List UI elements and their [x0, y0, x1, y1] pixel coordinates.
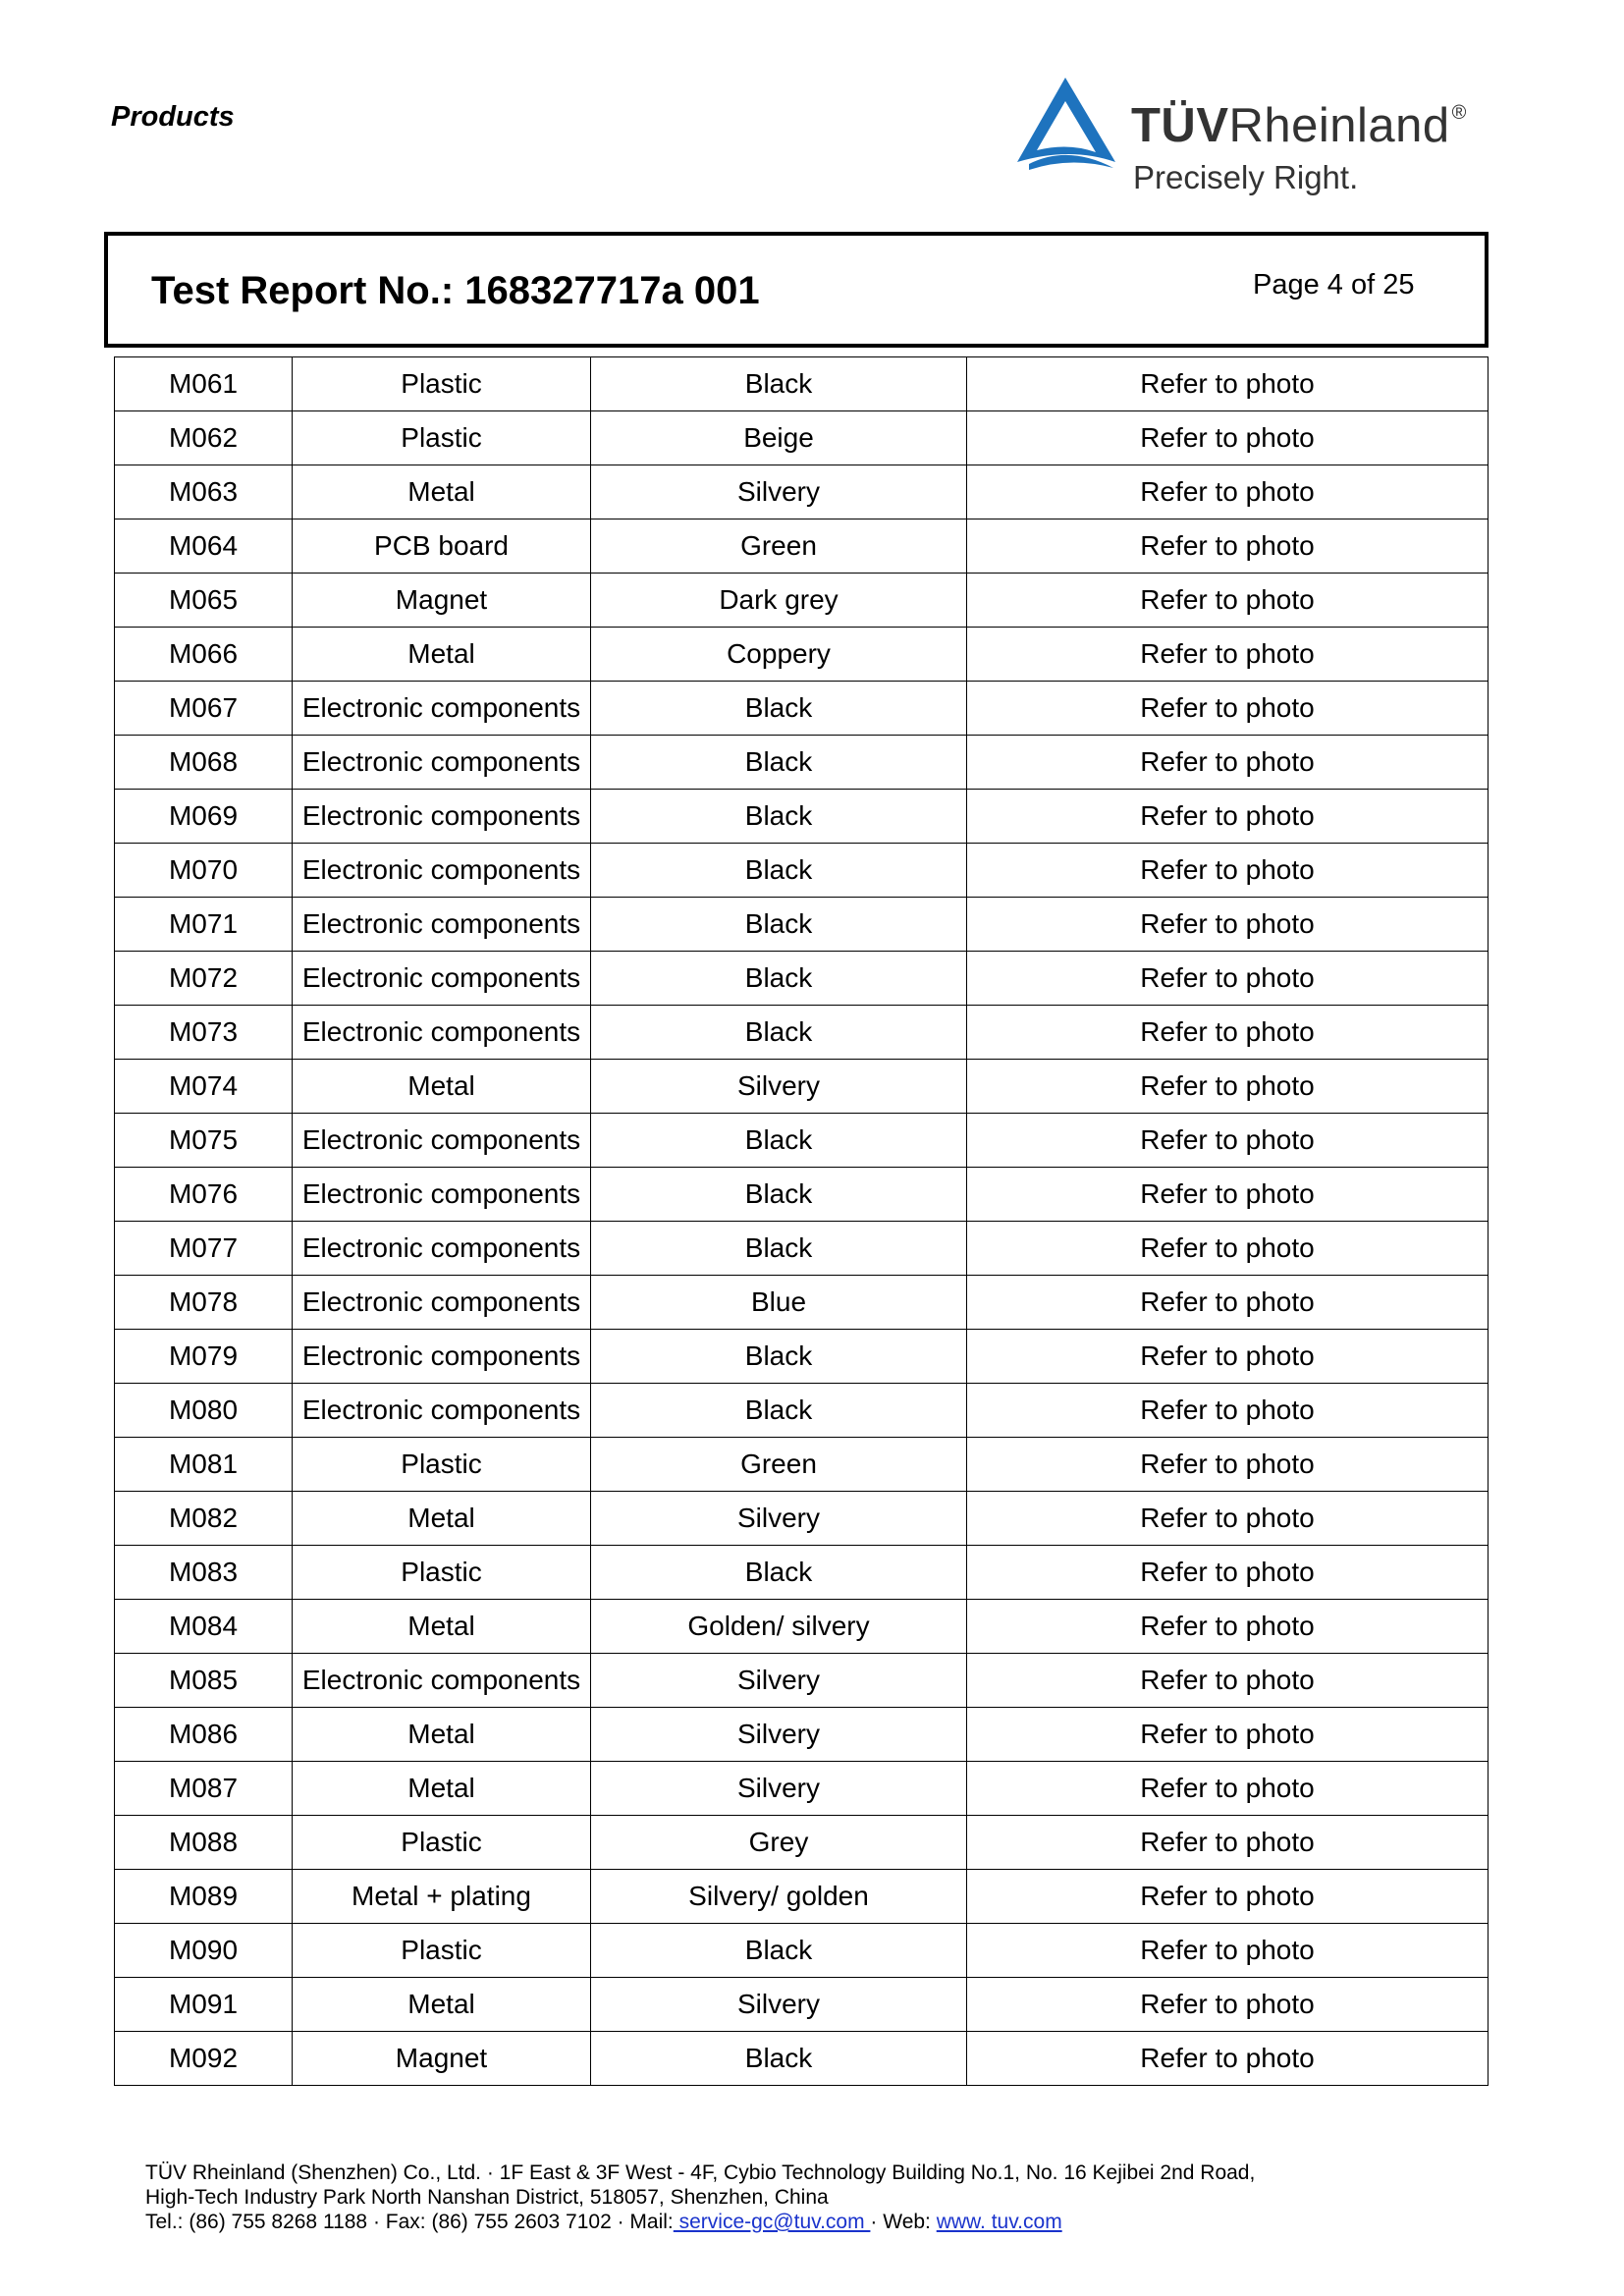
table-row: [115, 736, 1489, 790]
item-code-cell: M075: [115, 1114, 293, 1168]
item-code-cell: M072: [115, 952, 293, 1006]
item-code-cell: M085: [115, 1654, 293, 1708]
item-code-cell: M065: [115, 574, 293, 628]
table-row: [115, 844, 1489, 898]
material-cell: Electronic components: [293, 1222, 591, 1276]
footer-tel-fax: Tel.: (86) 755 8268 1188 · Fax: (86) 755 2603 7102 · Mail:: [145, 2211, 674, 2233]
item-code-cell: M063: [115, 465, 293, 519]
item-code-cell: M074: [115, 1060, 293, 1114]
remark-cell: Refer to photo: [967, 790, 1489, 844]
color-cell: Black: [591, 736, 967, 790]
material-cell: Plastic: [293, 411, 591, 465]
color-cell: Black: [591, 2032, 967, 2086]
color-cell: Black: [591, 1114, 967, 1168]
table-row: [115, 574, 1489, 628]
material-cell: Metal: [293, 628, 591, 682]
table-row: [115, 1600, 1489, 1654]
item-code-cell: M071: [115, 898, 293, 952]
table-row: [115, 465, 1489, 519]
material-cell: Electronic components: [293, 1168, 591, 1222]
remark-cell: Refer to photo: [967, 1924, 1489, 1978]
table-row: [115, 519, 1489, 574]
table-row: [115, 1924, 1489, 1978]
item-code-cell: M066: [115, 628, 293, 682]
color-cell: Golden/ silvery: [591, 1600, 967, 1654]
remark-cell: Refer to photo: [967, 1168, 1489, 1222]
remark-cell: Refer to photo: [967, 411, 1489, 465]
remark-cell: Refer to photo: [967, 519, 1489, 574]
color-cell: Silvery: [591, 1978, 967, 2032]
remark-cell: Refer to photo: [967, 1438, 1489, 1492]
color-cell: Black: [591, 952, 967, 1006]
material-cell: Electronic components: [293, 1384, 591, 1438]
material-cell: PCB board: [293, 519, 591, 574]
remark-cell: Refer to photo: [967, 1546, 1489, 1600]
tuv-logo: [1011, 69, 1502, 201]
remark-cell: Refer to photo: [967, 1114, 1489, 1168]
material-cell: Plastic: [293, 1438, 591, 1492]
item-code-cell: M070: [115, 844, 293, 898]
footer: [145, 2160, 1255, 2234]
remark-cell: Refer to photo: [967, 1006, 1489, 1060]
table-row: [115, 1276, 1489, 1330]
material-cell: Electronic components: [293, 1276, 591, 1330]
table-row: [115, 1546, 1489, 1600]
web-label: · Web:: [870, 2211, 937, 2233]
color-cell: Black: [591, 898, 967, 952]
report-header-box: [104, 232, 1489, 348]
web-link[interactable]: www. tuv.com: [936, 2211, 1062, 2233]
material-cell: Plastic: [293, 357, 591, 411]
item-code-cell: M061: [115, 357, 293, 411]
remark-cell: Refer to photo: [967, 574, 1489, 628]
color-cell: Blue: [591, 1276, 967, 1330]
remark-cell: Refer to photo: [967, 1600, 1489, 1654]
color-cell: Silvery: [591, 1762, 967, 1816]
table-row: [115, 1168, 1489, 1222]
item-code-cell: M080: [115, 1384, 293, 1438]
item-code-cell: M076: [115, 1168, 293, 1222]
item-code-cell: M069: [115, 790, 293, 844]
color-cell: Dark grey: [591, 574, 967, 628]
remark-cell: Refer to photo: [967, 1870, 1489, 1924]
item-code-cell: M064: [115, 519, 293, 574]
materials-table: [114, 356, 1489, 2086]
color-cell: Black: [591, 1222, 967, 1276]
remark-cell: Refer to photo: [967, 952, 1489, 1006]
footer-contact-line: [145, 2210, 1255, 2234]
table-row: [115, 1060, 1489, 1114]
item-code-cell: M068: [115, 736, 293, 790]
material-cell: Plastic: [293, 1924, 591, 1978]
material-cell: Metal: [293, 1060, 591, 1114]
remark-cell: Refer to photo: [967, 1384, 1489, 1438]
material-cell: Metal: [293, 1600, 591, 1654]
remark-cell: Refer to photo: [967, 1762, 1489, 1816]
table-row: [115, 1870, 1489, 1924]
material-cell: Metal: [293, 1978, 591, 2032]
materials-table-body: [115, 357, 1489, 2086]
table-row: [115, 1654, 1489, 1708]
color-cell: Black: [591, 1168, 967, 1222]
material-cell: Electronic components: [293, 898, 591, 952]
color-cell: Silvery: [591, 1654, 967, 1708]
color-cell: Black: [591, 790, 967, 844]
report-title: Test Report No.: 168327717a 001: [151, 269, 760, 312]
material-cell: Electronic components: [293, 682, 591, 736]
material-cell: Electronic components: [293, 1006, 591, 1060]
remark-cell: Refer to photo: [967, 1978, 1489, 2032]
table-row: [115, 898, 1489, 952]
color-cell: Black: [591, 1924, 967, 1978]
table-row: [115, 1978, 1489, 2032]
item-code-cell: M077: [115, 1222, 293, 1276]
item-code-cell: M084: [115, 1600, 293, 1654]
brand-name: TÜVRheinland ®: [1131, 99, 1467, 152]
color-cell: Black: [591, 1384, 967, 1438]
remark-cell: Refer to photo: [967, 465, 1489, 519]
item-code-cell: M082: [115, 1492, 293, 1546]
color-cell: Silvery: [591, 1492, 967, 1546]
remark-cell: Refer to photo: [967, 682, 1489, 736]
remark-cell: Refer to photo: [967, 1060, 1489, 1114]
color-cell: Coppery: [591, 628, 967, 682]
remark-cell: Refer to photo: [967, 2032, 1489, 2086]
material-cell: Electronic components: [293, 736, 591, 790]
item-code-cell: M073: [115, 1006, 293, 1060]
table-row: [115, 1222, 1489, 1276]
material-cell: Plastic: [293, 1546, 591, 1600]
material-cell: Metal: [293, 1762, 591, 1816]
color-cell: Silvery: [591, 465, 967, 519]
table-row: [115, 1114, 1489, 1168]
item-code-cell: M083: [115, 1546, 293, 1600]
table-row: [115, 1006, 1489, 1060]
item-code-cell: M081: [115, 1438, 293, 1492]
footer-address-line1: TÜV Rheinland (Shenzhen) Co., Ltd. · 1F East & 3F West - 4F, Cybio Technology Building No.1, No. 16 Kejibei 2nd Road,: [145, 2161, 1256, 2184]
item-code-cell: M067: [115, 682, 293, 736]
color-cell: Black: [591, 1330, 967, 1384]
material-cell: Metal + plating: [293, 1870, 591, 1924]
color-cell: Silvery: [591, 1708, 967, 1762]
table-row: [115, 1492, 1489, 1546]
table-row: [115, 790, 1489, 844]
item-code-cell: M092: [115, 2032, 293, 2086]
remark-cell: Refer to photo: [967, 1708, 1489, 1762]
remark-cell: Refer to photo: [967, 1276, 1489, 1330]
material-cell: Electronic components: [293, 1114, 591, 1168]
tuv-triangle-logo-icon: [1011, 74, 1119, 177]
table-row: [115, 1762, 1489, 1816]
color-cell: Black: [591, 1546, 967, 1600]
item-code-cell: M086: [115, 1708, 293, 1762]
table-row: [115, 682, 1489, 736]
item-code-cell: M091: [115, 1978, 293, 2032]
material-cell: Electronic components: [293, 790, 591, 844]
item-code-cell: M090: [115, 1924, 293, 1978]
color-cell: Green: [591, 519, 967, 574]
footer-address-line2: High-Tech Industry Park North Nanshan District, 518057, Shenzhen, China: [145, 2186, 829, 2209]
color-cell: Black: [591, 1006, 967, 1060]
remark-cell: Refer to photo: [967, 357, 1489, 411]
table-row: [115, 411, 1489, 465]
remark-cell: Refer to photo: [967, 1654, 1489, 1708]
table-row: [115, 1708, 1489, 1762]
page-indicator: Page 4 of 25: [1253, 269, 1415, 301]
remark-cell: Refer to photo: [967, 844, 1489, 898]
material-cell: Metal: [293, 465, 591, 519]
table-row: [115, 1330, 1489, 1384]
remark-cell: Refer to photo: [967, 898, 1489, 952]
remark-cell: Refer to photo: [967, 1492, 1489, 1546]
table-row: [115, 1438, 1489, 1492]
item-code-cell: M062: [115, 411, 293, 465]
table-row: [115, 628, 1489, 682]
color-cell: Silvery: [591, 1060, 967, 1114]
table-row: [115, 952, 1489, 1006]
color-cell: Black: [591, 357, 967, 411]
material-cell: Magnet: [293, 574, 591, 628]
table-row: [115, 2032, 1489, 2086]
material-cell: Electronic components: [293, 844, 591, 898]
material-cell: Electronic components: [293, 1654, 591, 1708]
color-cell: Green: [591, 1438, 967, 1492]
color-cell: Black: [591, 682, 967, 736]
section-label: Products: [111, 101, 235, 133]
remark-cell: Refer to photo: [967, 1222, 1489, 1276]
remark-cell: Refer to photo: [967, 628, 1489, 682]
material-cell: Magnet: [293, 2032, 591, 2086]
material-cell: Electronic components: [293, 1330, 591, 1384]
material-cell: Metal: [293, 1708, 591, 1762]
color-cell: Grey: [591, 1816, 967, 1870]
remark-cell: Refer to photo: [967, 736, 1489, 790]
table-row: [115, 1384, 1489, 1438]
item-code-cell: M087: [115, 1762, 293, 1816]
material-cell: Plastic: [293, 1816, 591, 1870]
remark-cell: Refer to photo: [967, 1330, 1489, 1384]
material-cell: Electronic components: [293, 952, 591, 1006]
table-row: [115, 357, 1489, 411]
item-code-cell: M079: [115, 1330, 293, 1384]
item-code-cell: M078: [115, 1276, 293, 1330]
color-cell: Black: [591, 844, 967, 898]
item-code-cell: M088: [115, 1816, 293, 1870]
table-row: [115, 1816, 1489, 1870]
item-code-cell: M089: [115, 1870, 293, 1924]
color-cell: Silvery/ golden: [591, 1870, 967, 1924]
color-cell: Beige: [591, 411, 967, 465]
email-link[interactable]: service-gc@tuv.com: [673, 2211, 871, 2233]
remark-cell: Refer to photo: [967, 1816, 1489, 1870]
brand-slogan: Precisely Right.: [1133, 159, 1359, 195]
material-cell: Metal: [293, 1492, 591, 1546]
